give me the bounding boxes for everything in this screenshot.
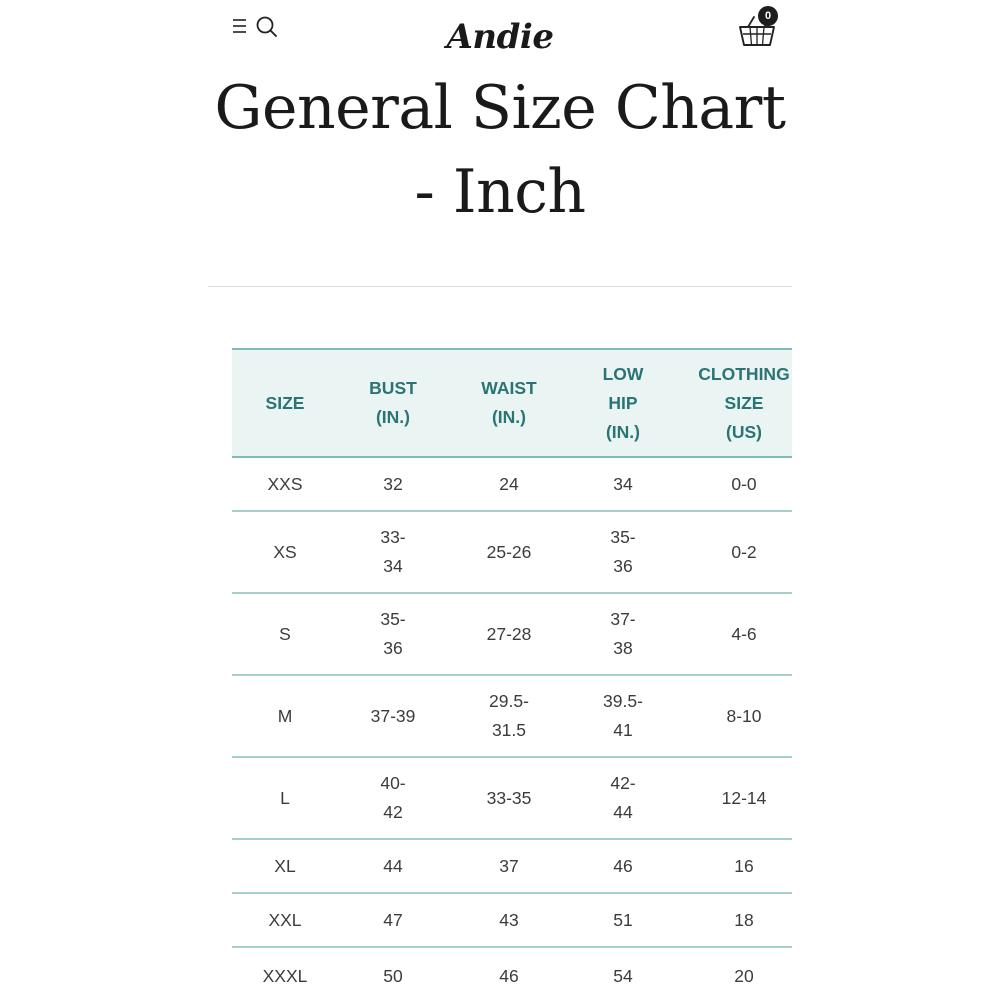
low-hip-cell: 46: [613, 855, 633, 876]
waist-cell: 27-28: [486, 623, 532, 644]
table-row: [232, 594, 792, 676]
table-row: [232, 948, 792, 1000]
bust-cell: 50: [383, 965, 403, 986]
size-cell: XXXL: [262, 965, 308, 986]
bust-cell: 40- 42: [380, 773, 406, 822]
divider: [208, 286, 792, 287]
clothing-size-cell: 18: [734, 909, 754, 930]
table-row: [232, 512, 792, 594]
menu-search-toggle[interactable]: [232, 15, 280, 39]
clothing-size-cell: 0-0: [731, 473, 757, 494]
clothing-size-cell: 4-6: [731, 623, 757, 644]
column-header-bust: BUST (IN.): [369, 378, 417, 427]
waist-cell: 33-35: [486, 787, 532, 808]
low-hip-cell: 51: [613, 909, 633, 930]
search-icon: [258, 18, 277, 37]
waist-cell: 24: [499, 473, 519, 494]
size-cell: L: [280, 787, 290, 808]
waist-cell: 25-26: [486, 541, 532, 562]
table-row: [232, 894, 792, 948]
waist-cell: 46: [499, 965, 519, 986]
clothing-size-cell: 8-10: [726, 705, 762, 726]
size-cell: M: [277, 705, 293, 726]
table-row: [232, 458, 792, 512]
table-header-row: [232, 348, 792, 458]
column-header-waist: WAIST (IN.): [481, 378, 537, 427]
size-cell: XS: [273, 541, 297, 562]
column-header-size: SIZE: [265, 392, 305, 413]
bust-cell: 44: [383, 855, 403, 876]
size-cell: S: [279, 623, 291, 644]
column-header-clothing-size: CLOTHING SIZE (US): [698, 363, 790, 442]
clothing-size-cell: 20: [734, 965, 754, 986]
waist-cell: 43: [499, 909, 519, 930]
size-cell: XL: [274, 855, 296, 876]
bust-cell: 35- 36: [380, 609, 406, 658]
size-cell: XXS: [267, 473, 303, 494]
cart-count-badge: 0: [758, 6, 778, 26]
size-cell: XXL: [268, 909, 302, 930]
bust-cell: 33- 34: [380, 527, 406, 576]
low-hip-cell: 42- 44: [610, 773, 636, 822]
bust-cell: 47: [383, 909, 403, 930]
clothing-size-cell: 0-2: [731, 541, 757, 562]
clothing-size-cell: 12-14: [721, 787, 767, 808]
table-row: [232, 758, 792, 840]
size-chart-table[interactable]: [232, 348, 792, 1000]
brand-logo[interactable]: Andie: [446, 17, 554, 57]
clothing-size-cell: 16: [734, 855, 754, 876]
low-hip-cell: 34: [613, 473, 633, 494]
waist-cell: 37: [499, 855, 519, 876]
bust-cell: 32: [383, 473, 403, 494]
table-row: [232, 840, 792, 894]
page-title: General Size Chart - Inch: [214, 73, 786, 227]
table-row: [232, 676, 792, 758]
menu-icon: [232, 15, 280, 39]
low-hip-cell: 39.5- 41: [603, 691, 643, 740]
bust-cell: 37-39: [370, 705, 416, 726]
low-hip-cell: 37- 38: [610, 609, 636, 658]
column-header-low-hip: LOW HIP (IN.): [602, 363, 644, 442]
waist-cell: 29.5- 31.5: [489, 691, 529, 740]
low-hip-cell: 54: [613, 965, 633, 986]
size-chart-scroll-content: [232, 348, 792, 1000]
low-hip-cell: 35- 36: [610, 527, 636, 576]
